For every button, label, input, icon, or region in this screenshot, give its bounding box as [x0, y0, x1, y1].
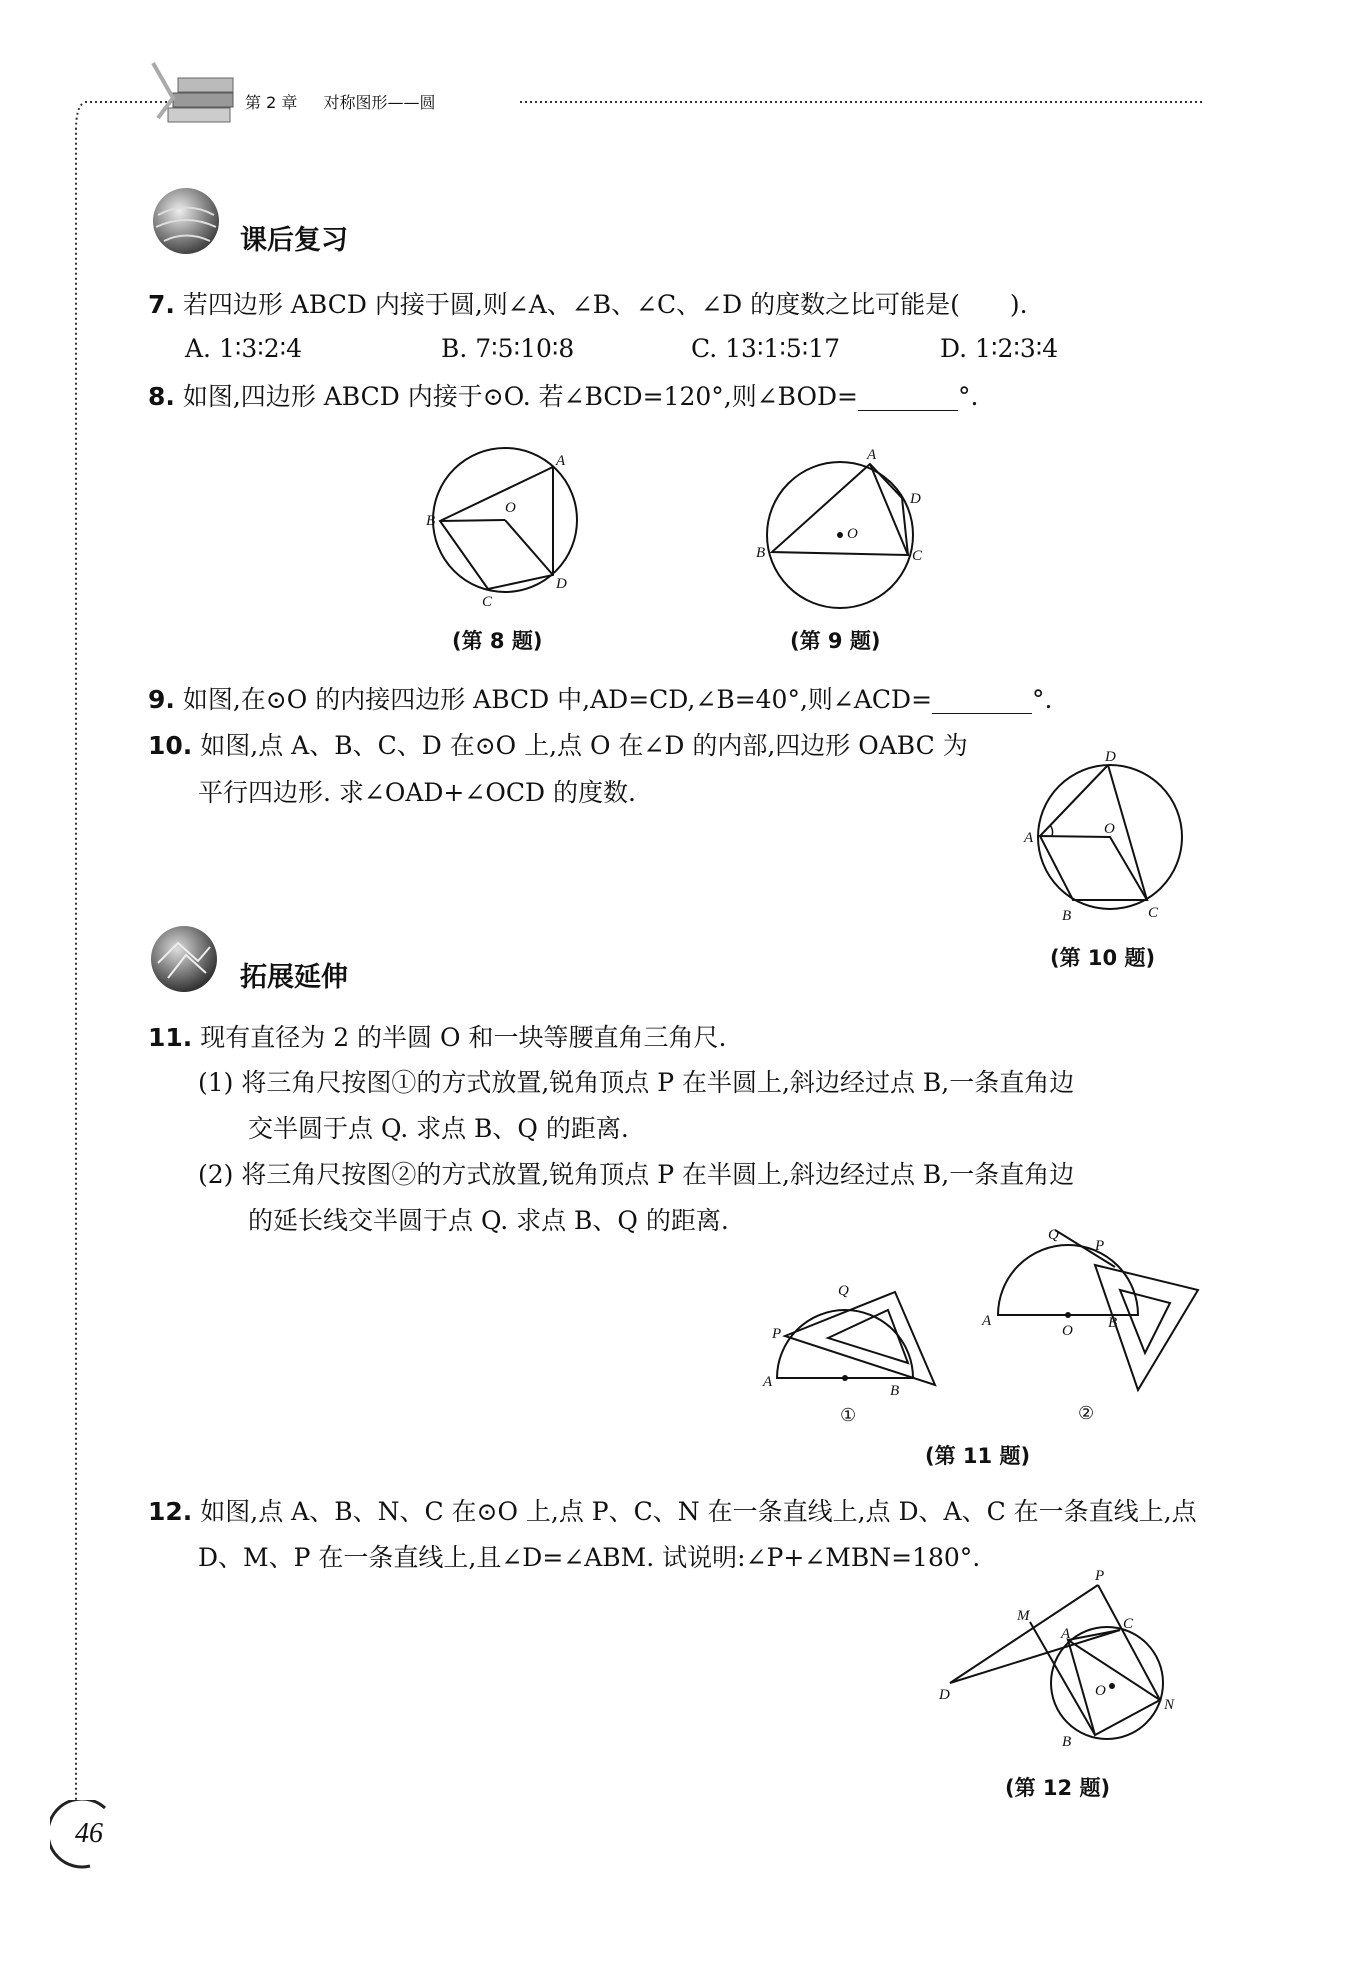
fig8-caption: (第 8 题) [452, 629, 543, 653]
section-extend-title: 拓展延伸 [240, 962, 348, 993]
fig11-1-label-a: A [763, 1374, 773, 1390]
figure-12 [935, 1565, 1195, 1755]
fig12-label-a: A [1061, 1626, 1071, 1642]
fig11-sub2: ② [1078, 1403, 1095, 1424]
book-stack-icon [148, 58, 243, 128]
fig10-label-d: D [1105, 750, 1116, 765]
fig9-caption: (第 9 题) [790, 629, 881, 653]
fig11-2-label-b: B [1108, 1315, 1118, 1331]
fig9-label-a: A [867, 447, 877, 463]
fig8-label-o: O [505, 500, 516, 516]
fig11-1-label-q: Q [838, 1283, 849, 1299]
q8-text: 如图,四边形 ABCD 内接于⊙O. 若∠BCD=120°,则∠BOD=________°. [182, 382, 979, 411]
q9 [148, 683, 1052, 717]
fig8-label-d: D [556, 576, 567, 592]
fig11-1-label-p: P [772, 1326, 782, 1342]
q9-number: 9. [148, 685, 175, 714]
fig12-label-p: P [1095, 1568, 1105, 1584]
fig12-label-n: N [1164, 1697, 1175, 1713]
q12-number: 12. [148, 1497, 193, 1526]
fig11-caption: (第 11 题) [925, 1444, 1031, 1468]
q11-number: 11. [148, 1023, 193, 1052]
q7-option-b: B. 7∶5∶10∶8 [441, 334, 575, 363]
fig8-label-c: C [482, 594, 493, 610]
fig10-label-a: A [1024, 830, 1034, 846]
fig12-label-m: M [1017, 1608, 1030, 1624]
q10-line2: 平行四边形. 求∠OAD+∠OCD 的度数. [198, 778, 636, 807]
q11-p2-line1: (2) 将三角尺按图②的方式放置,锐角顶点 P 在半圆上,斜边经过点 B,一条直角边 [198, 1160, 1075, 1189]
header-title: 对称图形——圆 [323, 93, 436, 112]
fig12-circle [1051, 1627, 1163, 1739]
q7-option-a: A. 1∶3∶2∶4 [185, 334, 303, 363]
fig11-2-semicircle [998, 1245, 1138, 1315]
fig9-label-o: O [847, 526, 858, 542]
q7-number: 7. [148, 290, 175, 319]
header-text [245, 90, 436, 113]
q9-text: 如图,在⊙O 的内接四边形 ABCD 中,AD=CD,∠B=40°,则∠ACD=________°. [182, 685, 1053, 714]
q7-option-d: D. 1∶2∶3∶4 [940, 334, 1059, 363]
q8 [148, 380, 978, 414]
q12 [148, 1495, 1197, 1529]
q10-number: 10. [148, 731, 193, 760]
q11-p2-line2: 的延长线交半圆于点 Q. 求点 B、Q 的距离. [248, 1206, 729, 1235]
fig11-2-label-q: Q [1048, 1227, 1059, 1243]
q10 [148, 729, 968, 763]
fig11-2-triangle-inner [1120, 1290, 1170, 1353]
header-chapter: 第 2 章 [245, 93, 298, 112]
fig9-label-b: B [756, 545, 766, 561]
figure-8 [410, 440, 600, 610]
q11-p1-line1: (1) 将三角尺按图①的方式放置,锐角顶点 P 在半圆上,斜边经过点 B,一条直角边 [198, 1068, 1075, 1097]
fig11-2-label-p: P [1095, 1238, 1105, 1254]
figure-11-1 [760, 1280, 950, 1400]
q11-p1-line2: 交半圆于点 Q. 求点 B、Q 的距离. [248, 1114, 629, 1143]
fig12-label-c: C [1123, 1616, 1134, 1632]
fig12-label-o: O [1095, 1683, 1106, 1699]
fig8-quad [440, 467, 553, 589]
fig11-2-label-a: A [982, 1313, 992, 1329]
q11-text: 现有直径为 2 的半圆 O 和一块等腰直角三角尺. [200, 1023, 727, 1052]
fig9-label-d: D [910, 491, 921, 507]
figure-11-2 [970, 1225, 1210, 1400]
fig8-label-b: B [426, 513, 436, 529]
left-margin-line [70, 100, 90, 1860]
fig12-label-b: B [1062, 1734, 1072, 1750]
q8-number: 8. [148, 382, 175, 411]
fig10-label-o: O [1104, 821, 1115, 837]
fig12-label-d: D [939, 1687, 950, 1703]
q12-line1: 如图,点 A、B、N、C 在⊙O 上,点 P、C、N 在一条直线上,点 D、A、C 在一条直线上,点 [200, 1497, 1197, 1526]
section-extend-icon [148, 923, 220, 995]
figure-10 [1020, 750, 1205, 925]
q11 [148, 1021, 726, 1055]
q7-text: 若四边形 ABCD 内接于圆,则∠A、∠B、∠C、∠D 的度数之比可能是( ). [182, 290, 1028, 319]
section-review-icon [150, 185, 222, 257]
q10-line1: 如图,点 A、B、C、D 在⊙O 上,点 O 在∠D 的内部,四边形 OABC 为 [200, 731, 968, 760]
fig11-sub1: ① [840, 1405, 857, 1426]
q12-line2: D、M、P 在一条直线上,且∠D=∠ABM. 试说明:∠P+∠MBN=180°. [198, 1543, 981, 1572]
fig10-label-c: C [1148, 905, 1159, 921]
fig11-2-label-o: O [1062, 1323, 1073, 1339]
q7-option-c: C. 13∶1∶5∶17 [691, 334, 841, 363]
fig9-quad [772, 464, 908, 555]
fig10-label-b: B [1062, 908, 1072, 924]
fig12-caption: (第 12 题) [1005, 1776, 1111, 1800]
fig8-label-a: A [556, 453, 566, 469]
fig11-1-label-b: B [890, 1383, 900, 1399]
fig11-1-triangle-inner [828, 1310, 908, 1363]
page-number: 46 [75, 1818, 103, 1849]
fig9-label-c: C [912, 548, 923, 564]
fig10-caption: (第 10 题) [1050, 946, 1156, 970]
q7 [148, 288, 1028, 322]
section-review-title: 课后复习 [240, 225, 348, 256]
figure-9 [750, 445, 940, 615]
